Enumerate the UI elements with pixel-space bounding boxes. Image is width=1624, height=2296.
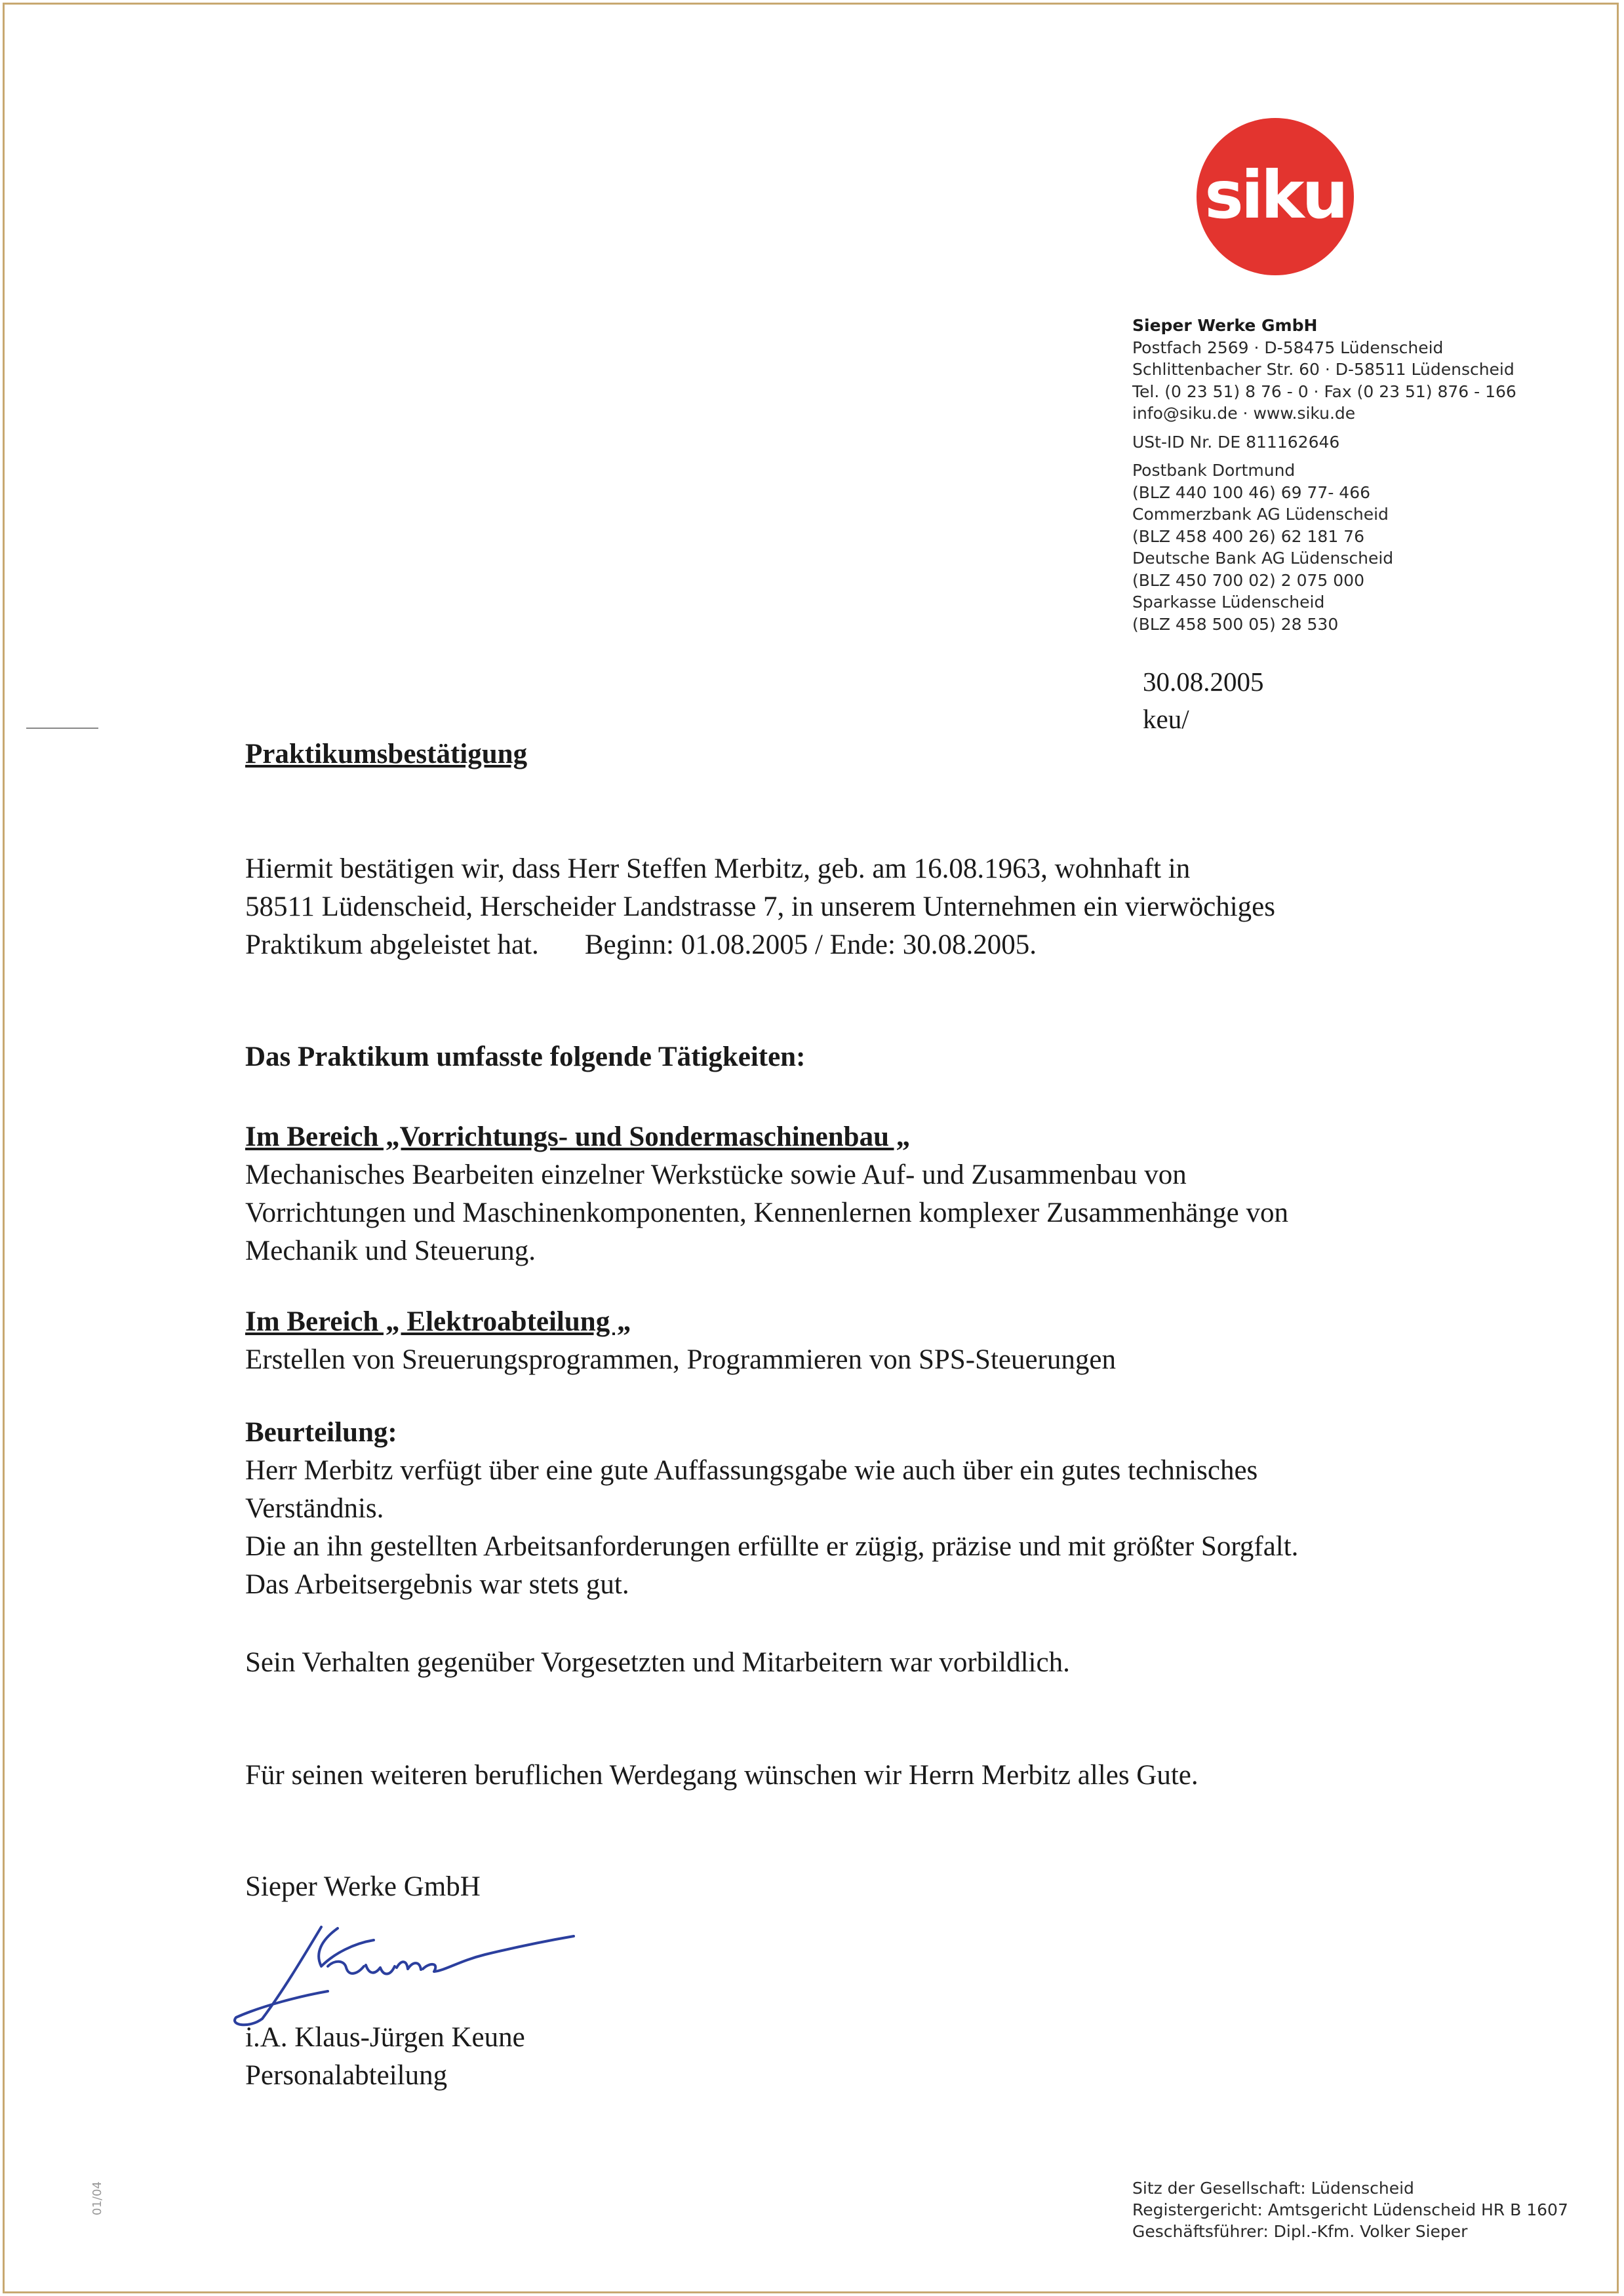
date-block bbox=[1143, 663, 1264, 738]
fold-mark bbox=[26, 728, 98, 729]
intro-paragraph bbox=[245, 850, 1524, 964]
document-title: Praktikumsbestätigung bbox=[245, 739, 528, 769]
sender-address-line: Tel. (0 23 51) 8 76 - 0 · Fax (0 23 51) 876 - 166 bbox=[1132, 381, 1516, 401]
sender-address-line: Postfach 2569 · D-58475 Lüdenscheid bbox=[1132, 338, 1444, 357]
section-heading: Im Bereich „ Elektroabteilung „ bbox=[245, 1306, 631, 1337]
assessment-line: Verständnis. bbox=[245, 1493, 384, 1524]
footer-line: Registergericht: Amtsgericht Lüdenscheid HR B 1607 bbox=[1132, 2200, 1568, 2219]
sender-bank-line: (BLZ 458 400 26) 62 181 76 bbox=[1132, 526, 1364, 546]
sender-bank-line: (BLZ 450 700 02) 2 075 000 bbox=[1132, 570, 1364, 590]
intro-line-part: Praktikum abgeleistet hat. bbox=[245, 929, 539, 960]
footer-line: Geschäftsführer: Dipl.-Kfm. Volker Sieper bbox=[1132, 2222, 1468, 2241]
section-heading: Im Bereich „Vorrichtungs- und Sondermaschinenbau „ bbox=[245, 1121, 911, 1152]
sender-bank-line: (BLZ 440 100 46) 69 77- 466 bbox=[1132, 482, 1371, 502]
siku-logo bbox=[1197, 118, 1354, 275]
sender-block bbox=[1132, 315, 1591, 635]
footer-block bbox=[1132, 2177, 1591, 2242]
sender-company: Sieper Werke GmbH bbox=[1132, 316, 1318, 335]
letter-reference: keu/ bbox=[1143, 704, 1189, 734]
section-mechanical bbox=[245, 1118, 1524, 1270]
sender-bank-line: Sparkasse Lüdenscheid bbox=[1132, 593, 1325, 612]
assessment-line: Die an ihn gestellten Arbeitsanforderungen erfüllte er zügig, präzise und mit größter Sorgfalt. bbox=[245, 1531, 1299, 1562]
conduct-statement: Sein Verhalten gegenüber Vorgesetzten und Mitarbeitern war vorbildlich. bbox=[245, 1647, 1070, 1678]
wishes-statement: Für seinen weiteren beruflichen Werdegang wünschen wir Herrn Merbitz alles Gute. bbox=[245, 1760, 1198, 1791]
handwritten-signature bbox=[223, 1914, 590, 2032]
assessment-line: Herr Merbitz verfügt über eine gute Auffassungsgabe wie auch über ein gutes technisches bbox=[245, 1455, 1258, 1486]
sender-ust-id: USt-ID Nr. DE 811162646 bbox=[1132, 432, 1340, 452]
assessment-section bbox=[245, 1414, 1524, 1604]
sender-bank-line: Postbank Dortmund bbox=[1132, 461, 1296, 480]
sender-bank-line: (BLZ 458 500 05) 28 530 bbox=[1132, 614, 1339, 634]
sender-address-line: Schlittenbacher Str. 60 · D-58511 Lüdenscheid bbox=[1132, 360, 1515, 379]
internship-period: Beginn: 01.08.2005 / Ende: 30.08.2005. bbox=[584, 929, 1037, 960]
activities-heading: Das Praktikum umfasste folgende Tätigkeiten: bbox=[245, 1041, 806, 1072]
signer-block bbox=[245, 2019, 1524, 2095]
section-line: Erstellen von Sreuerungsprogrammen, Programmieren von SPS-Steuerungen bbox=[245, 1344, 1116, 1375]
signer-name: i.A. Klaus-Jürgen Keune bbox=[245, 2022, 525, 2053]
logo-text: siku bbox=[1204, 156, 1346, 233]
sender-bank-line: Deutsche Bank AG Lüdenscheid bbox=[1132, 549, 1394, 568]
form-code: 01/04 bbox=[90, 2181, 104, 2215]
section-line: Mechanisches Bearbeiten einzelner Werkstücke sowie Auf- und Zusammenbau von bbox=[245, 1159, 1187, 1190]
intro-line: Hiermit bestätigen wir, dass Herr Steffen Merbitz, geb. am 16.08.1963, wohnhaft in bbox=[245, 853, 1191, 884]
sender-bank-line: Commerzbank AG Lüdenscheid bbox=[1132, 505, 1389, 524]
section-line: Vorrichtungen und Maschinenkomponenten, Kennenlernen komplexer Zusammenhänge von bbox=[245, 1197, 1288, 1228]
section-line: Mechanik und Steuerung. bbox=[245, 1236, 536, 1266]
intro-line bbox=[245, 926, 1524, 964]
closing-company: Sieper Werke GmbH bbox=[245, 1871, 481, 1902]
assessment-heading: Beurteilung: bbox=[245, 1417, 397, 1448]
assessment-line: Das Arbeitsergebnis war stets gut. bbox=[245, 1569, 629, 1600]
section-electrical bbox=[245, 1303, 1524, 1379]
sender-address-line: info@siku.de · www.siku.de bbox=[1132, 404, 1356, 423]
intro-line: 58511 Lüdenscheid, Herscheider Landstrasse 7, in unserem Unternehmen ein vierwöchiges bbox=[245, 891, 1275, 922]
footer-line: Sitz der Gesellschaft: Lüdenscheid bbox=[1132, 2179, 1414, 2198]
signer-department: Personalabteilung bbox=[245, 2060, 448, 2091]
letter-date: 30.08.2005 bbox=[1143, 667, 1264, 697]
